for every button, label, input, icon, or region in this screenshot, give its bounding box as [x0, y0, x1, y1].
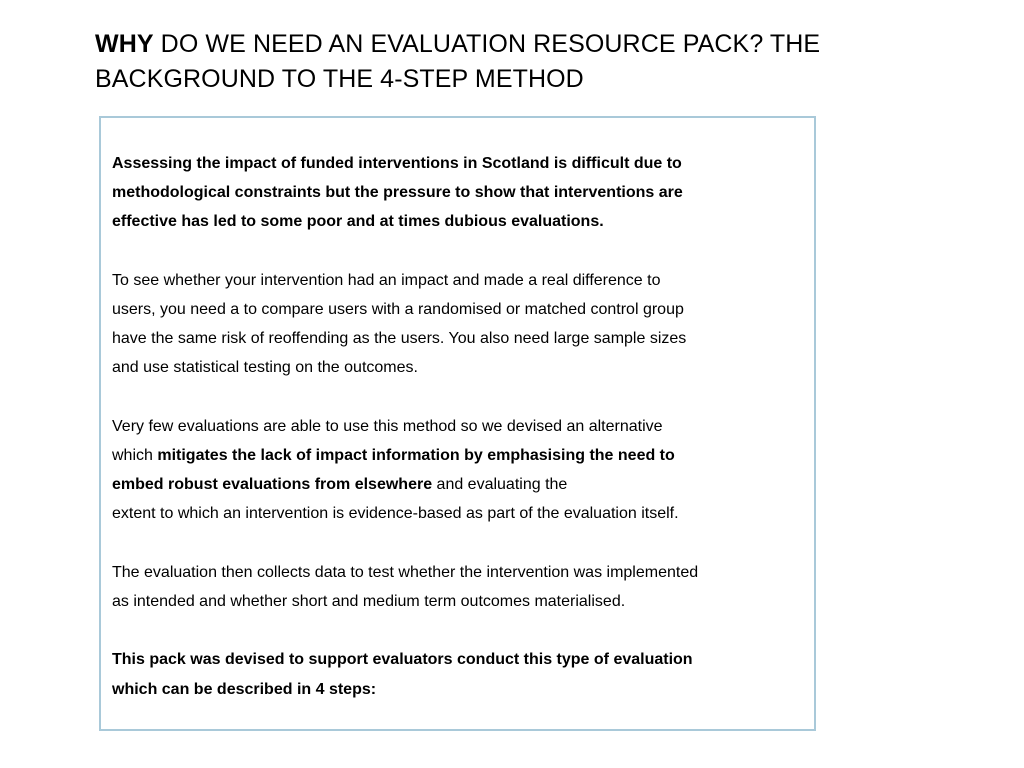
slide-title	[95, 27, 975, 97]
title-text: DO WE NEED AN EVALUATION RESOURCE PACK? THE BACKGROUND TO THE 4-STEP METHOD	[95, 30, 821, 93]
alternative-text-end: and evaluating the extent to which an intervention is evidence-based as part of the evaluation itself.	[112, 476, 679, 523]
title-emphasis: WHY	[95, 30, 154, 58]
alternative-paragraph	[112, 412, 804, 529]
content-box	[99, 116, 816, 731]
method-paragraph: To see whether your intervention had an impact and made a real difference to users, you need a to compare users with a randomised or matched control group have the same risk of reoffending as the users. You also need large sample sizes and use statistical testing on the outcomes.	[112, 271, 687, 377]
alternative-text-emphasis: mitigates the lack of impact information by emphasising the need to embed robust evaluations from elsewhere	[112, 447, 675, 494]
intro-paragraph: Assessing the impact of funded interventions in Scotland is difficult due to methodological constraints but the pressure to show that interventions are effective has led to some poor and at times dubious evaluations.	[112, 155, 683, 231]
summary-paragraph: This pack was devised to support evaluators conduct this type of evaluation which can be described in 4 steps:	[112, 651, 693, 698]
alternative-text-start: Very few evaluations are able to use this method so we devised an alternative which	[112, 417, 663, 464]
data-collection-paragraph: The evaluation then collects data to test whether the intervention was implemented as intended and whether short and medium term outcomes materialised.	[112, 563, 699, 610]
